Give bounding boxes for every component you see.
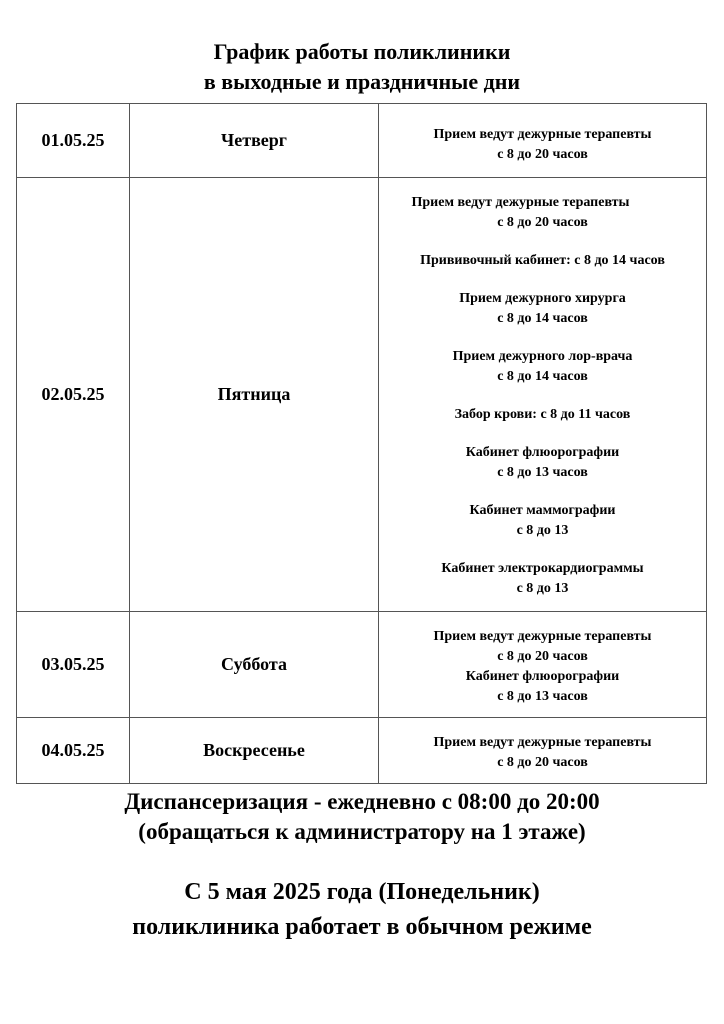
info-line: с 8 до 20 часов [497,215,588,230]
table-row [17,104,707,178]
weekday-cell: Пятница [130,178,379,612]
resume-date-notice: С 5 мая 2025 года (Понедельник) [184,879,540,905]
schedule-table [16,103,707,784]
info-line: с 8 до 14 часов [497,369,588,384]
resume-mode-notice: поликлиника работает в обычном режиме [132,914,592,940]
info-cell [379,178,707,612]
info-line: Прием ведут дежурные терапевты [411,195,630,210]
info-line: Кабинет флюорографии [465,445,620,460]
weekday-cell: Воскресенье [130,718,379,784]
date-cell: 01.05.25 [17,104,130,178]
info-cell [379,718,707,784]
table-row [17,718,707,784]
info-cell [379,612,707,718]
info-line: Кабинет маммографии [469,503,616,518]
info-line: с 8 до 13 часов [497,689,588,704]
info-cell [379,104,707,178]
date-cell: 03.05.25 [17,612,130,718]
info-line: с 8 до 13 [516,581,569,596]
table-row [17,612,707,718]
page-subtitle: в выходные и праздничные дни [203,69,521,94]
dispensary-notice: Диспансеризация - ежедневно с 08:00 до 20:00 [124,789,600,814]
weekday-cell: Четверг [130,104,379,178]
table-row [17,178,707,612]
info-line: Кабинет флюорографии [465,669,620,684]
info-line: Прививочный кабинет: с 8 до 14 часов [420,253,665,268]
info-line: Прием ведут дежурные терапевты [433,127,652,142]
date-cell: 04.05.25 [17,718,130,784]
info-line: с 8 до 13 [516,523,569,538]
info-line: Прием ведут дежурные терапевты [433,629,652,644]
page-title: График работы поликлиники [213,39,511,64]
info-line: с 8 до 14 часов [497,311,588,326]
dispensary-contact-note: (обращаться к администратору на 1 этаже) [138,819,586,844]
weekday-cell: Суббота [130,612,379,718]
info-line: Забор крови: с 8 до 11 часов [454,407,631,422]
info-line: с 8 до 20 часов [497,649,588,664]
info-line: Прием дежурного лор-врача [452,349,633,364]
info-line: с 8 до 20 часов [497,147,588,162]
info-line: Прием дежурного хирурга [459,291,626,306]
info-line: Прием ведут дежурные терапевты [433,735,652,750]
info-line: с 8 до 13 часов [497,465,588,480]
date-cell: 02.05.25 [17,178,130,612]
info-line: с 8 до 20 часов [497,755,588,770]
info-line: Кабинет электрокардиограммы [441,561,644,576]
